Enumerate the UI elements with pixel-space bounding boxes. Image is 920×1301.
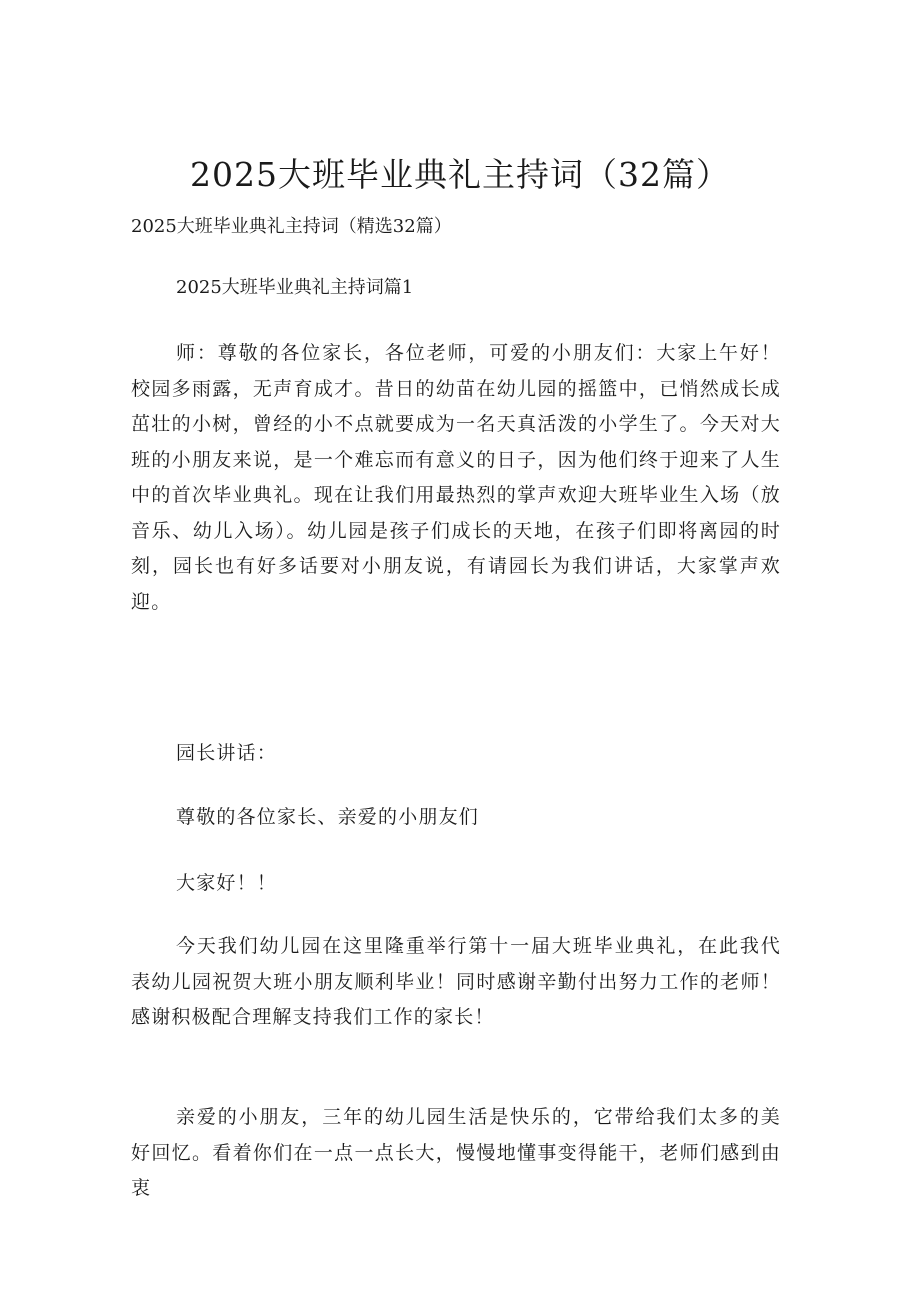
paragraph-principal-speech-label: 园长讲话： [176,742,278,764]
document-subtitle: 2025大班毕业典礼主持词（精选32篇） [131,216,452,237]
document-title: 2025大班毕业典礼主持词（32篇） [190,155,730,194]
section-heading: 2025大班毕业典礼主持词篇1 [176,277,414,298]
paragraph-ceremony-announcement: 今天我们幼儿园在这里隆重举行第十一届大班毕业典礼，在此我代表幼儿园祝贺大班小朋友顺利毕业！同时感谢辛勤付出努力工作的老师！感谢积极配合理解支持我们工作的家长！ [131,935,781,1028]
paragraph-host-opening: 师：尊敬的各位家长，各位老师，可爱的小朋友们：大家上午好！校园多雨露，无声育成才。昔日的幼苗在幼儿园的摇篮中，已悄然成长成茁壮的小树，曾经的小不点就要成为一名天真活泼的小学生了。今天对大班的小朋友来说，是一个难忘而有意义的日子，因为他们终于迎来了人生中的首次毕业典礼。现在让我们用最热烈的掌声欢迎大班毕业生入场（放音乐、幼儿入场）。幼儿园是孩子们成长的天地，在孩子们即将离园的时刻，园长也有好多话要对小朋友说，有请园长为我们讲话，大家掌声欢迎。 [131,342,781,613]
paragraph-children-address: 亲爱的小朋友，三年的幼儿园生活是快乐的，它带给我们太多的美好回忆。看着你们在一点一点长大，慢慢地懂事变得能干，老师们感到由衷 [131,1106,781,1199]
paragraph-greeting: 大家好！！ [176,872,278,894]
paragraph-salutation: 尊敬的各位家长、亲爱的小朋友们 [176,806,480,828]
